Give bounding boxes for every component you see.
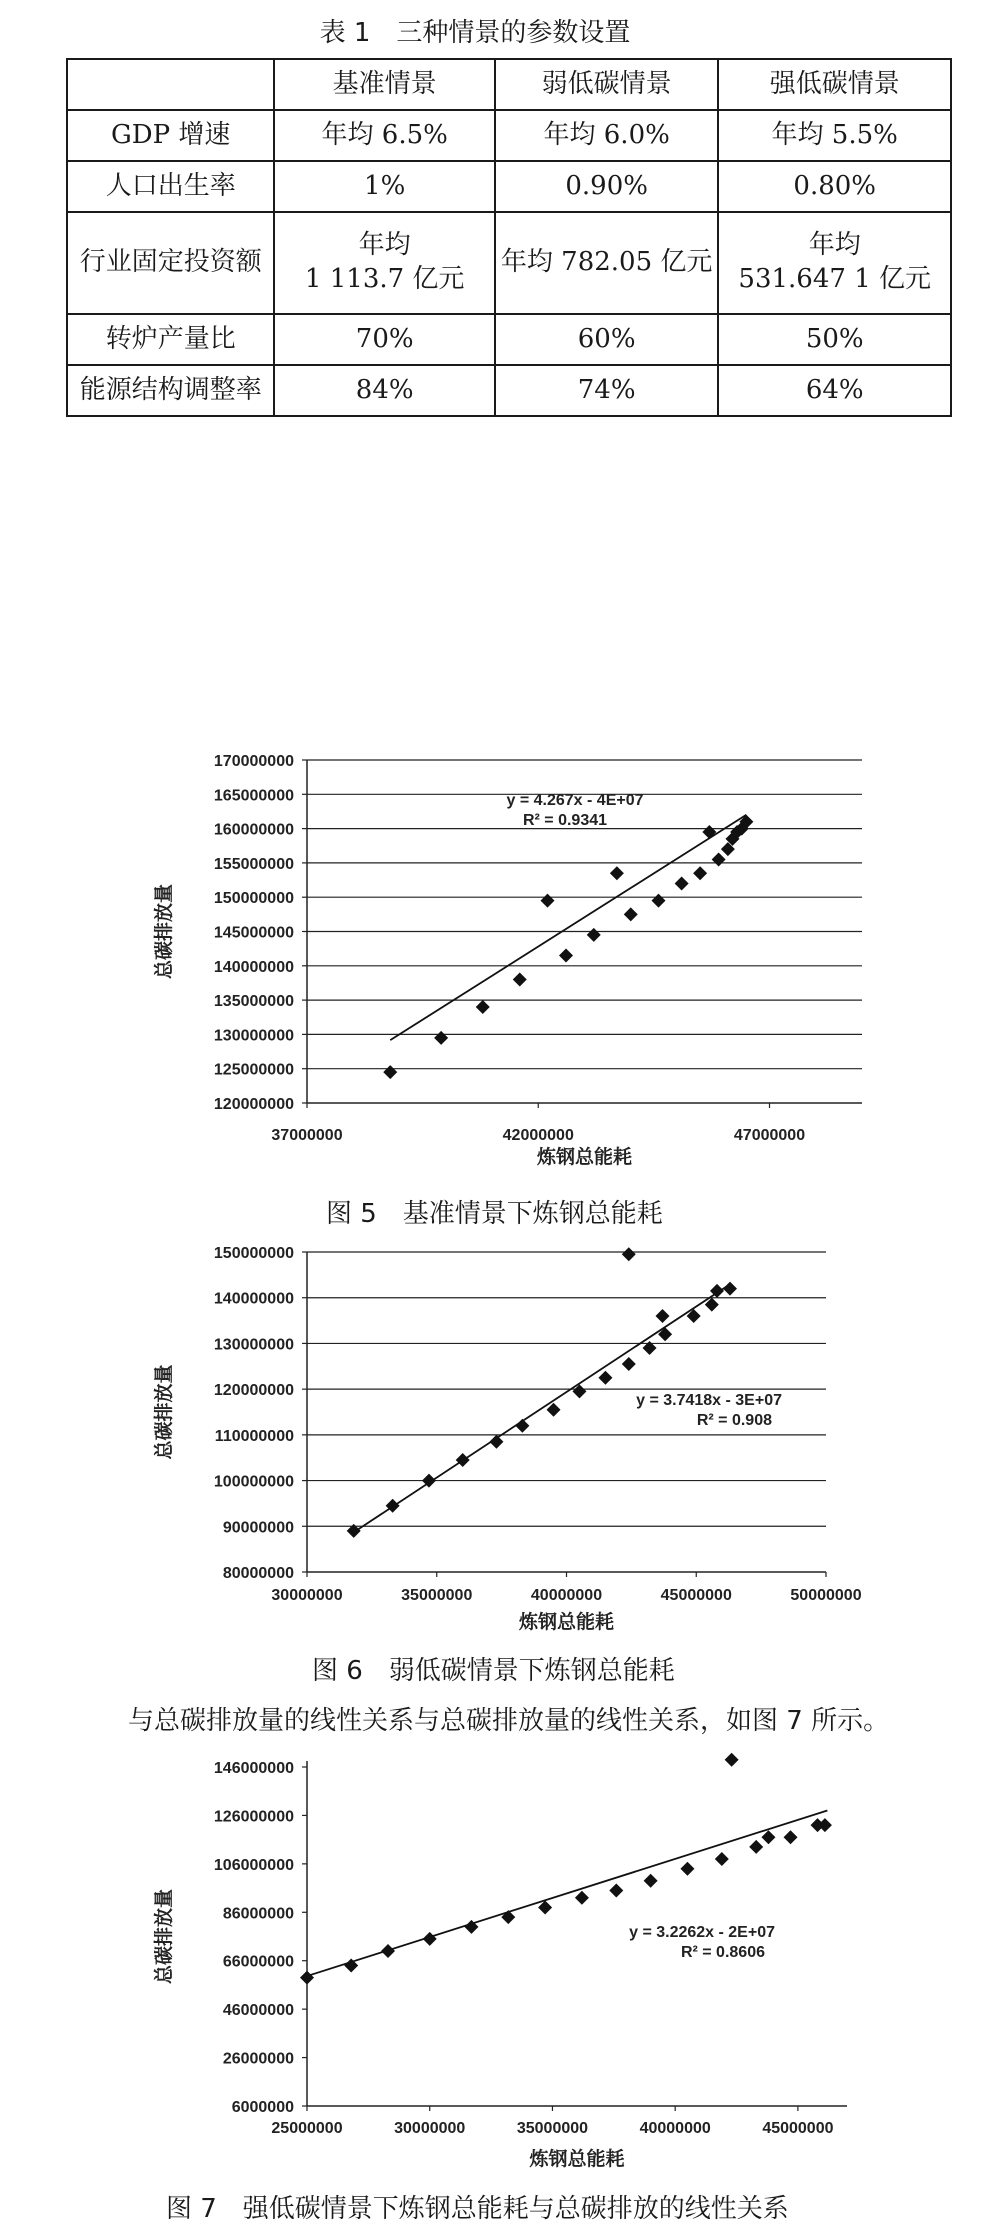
data-point	[610, 866, 624, 880]
y-axis-label: 总碳排放量	[154, 883, 175, 980]
x-tick-label: 30000000	[271, 1587, 343, 1604]
table-header-cell: 弱低碳情景	[495, 59, 719, 110]
r-squared-label: R² = 0.8606	[680, 1944, 765, 1961]
x-tick-label: 35000000	[401, 1587, 473, 1604]
data-point	[725, 1753, 739, 1767]
table-cell: 70%	[274, 314, 494, 365]
row-label: 行业固定投资额	[67, 212, 274, 314]
r-squared-label: R² = 0.908	[696, 1412, 772, 1429]
row-label: GDP 增速	[67, 110, 274, 161]
data-point	[622, 1357, 636, 1371]
data-point	[609, 1883, 623, 1897]
y-tick-label: 140000000	[213, 958, 294, 976]
y-tick-label: 155000000	[213, 855, 294, 873]
body-paragraph: 与总碳排放量的线性关系与总碳排放量的线性关系，如图 7 所示。	[128, 1706, 890, 1736]
trendline	[390, 815, 746, 1040]
figure6-caption: 图 6 弱低碳情景下炼钢总能耗	[312, 1656, 675, 1686]
table-cell: 74%	[495, 365, 719, 416]
table-cell: 年均 531.647 1 亿元	[718, 212, 951, 314]
y-tick-label: 126000000	[213, 1808, 294, 1826]
table-cell: 1%	[274, 161, 494, 212]
x-tick-label: 42000000	[502, 1127, 574, 1144]
data-point	[656, 1309, 670, 1323]
y-tick-label: 110000000	[214, 1427, 294, 1445]
figure5-caption: 图 5 基准情景下炼钢总能耗	[326, 1199, 663, 1229]
y-tick-label: 170000000	[213, 753, 294, 770]
table-cell: 年均 6.5%	[274, 110, 494, 161]
data-point	[702, 825, 716, 839]
data-point	[723, 1282, 737, 1296]
data-point	[818, 1818, 832, 1832]
data-point	[784, 1830, 798, 1844]
table-cell: 0.80%	[718, 161, 951, 212]
x-tick-label: 45000000	[660, 1587, 732, 1604]
y-tick-label: 145000000	[213, 924, 294, 942]
x-tick-label: 37000000	[271, 1127, 343, 1144]
data-point	[456, 1453, 470, 1467]
x-axis-label: 炼钢总能耗	[536, 1147, 633, 1168]
data-point	[693, 866, 707, 880]
r-squared-label: R² = 0.9341	[522, 812, 608, 829]
data-point	[652, 894, 666, 908]
data-point	[559, 949, 573, 963]
y-axis-label: 总碳排放量	[154, 1364, 175, 1460]
table-cell: 年均 782.05 亿元	[495, 212, 719, 314]
y-tick-label: 130000000	[213, 1336, 294, 1354]
x-tick-label: 50000000	[790, 1587, 862, 1604]
table-cell: 84%	[274, 365, 494, 416]
data-point	[715, 1852, 729, 1866]
data-point	[622, 1247, 636, 1261]
data-point	[434, 1031, 448, 1045]
data-point	[598, 1371, 612, 1385]
data-point	[675, 876, 689, 890]
data-point	[541, 894, 555, 908]
y-tick-label: 46000000	[222, 2002, 294, 2020]
row-label: 人口出生率	[67, 161, 274, 212]
data-point	[501, 1910, 515, 1924]
y-tick-label: 140000000	[213, 1290, 294, 1308]
y-tick-label: 160000000	[213, 821, 294, 839]
data-point	[383, 1065, 397, 1079]
y-tick-label: 90000000	[222, 1519, 294, 1537]
table-cell: 年均 1 113.7 亿元	[274, 212, 494, 314]
y-tick-label: 165000000	[213, 787, 294, 805]
table-cell: 0.90%	[495, 161, 719, 212]
x-axis-label: 炼钢总能耗	[529, 2149, 625, 2170]
trendline-equation: y = 4.267x - 4E+07	[506, 792, 644, 809]
row-label: 能源结构调整率	[67, 365, 274, 416]
data-point	[489, 1435, 503, 1449]
y-tick-label: 66000000	[222, 1953, 294, 1971]
table-cell: 64%	[718, 365, 951, 416]
y-tick-label: 120000000	[213, 1096, 294, 1113]
data-point	[575, 1891, 589, 1905]
x-tick-label: 35000000	[516, 2120, 589, 2137]
x-tick-label: 40000000	[530, 1587, 603, 1604]
data-point	[381, 1944, 395, 1958]
table-header-cell: 基准情景	[274, 59, 494, 110]
table-cell: 50%	[718, 314, 951, 365]
data-point	[712, 852, 726, 866]
table-header-cell: 强低碳情景	[718, 59, 951, 110]
trendline-equation: y = 3.2262x - 2E+07	[629, 1924, 775, 1941]
y-tick-label: 106000000	[213, 1856, 294, 1874]
table-cell: 年均 5.5%	[718, 110, 951, 161]
data-point	[624, 907, 638, 921]
y-tick-label: 120000000	[213, 1382, 294, 1400]
x-tick-label: 25000000	[271, 2120, 343, 2137]
y-tick-label: 130000000	[213, 1027, 294, 1045]
y-tick-label: 86000000	[222, 1905, 294, 1923]
y-tick-label: 6000000	[231, 2099, 294, 2116]
x-tick-label: 45000000	[762, 2120, 834, 2137]
data-point	[587, 928, 601, 942]
data-point	[680, 1862, 694, 1876]
row-label: 转炉产量比	[67, 314, 274, 365]
y-tick-label: 26000000	[222, 2050, 294, 2068]
table-cell: 60%	[495, 314, 719, 365]
y-tick-label: 100000000	[213, 1473, 294, 1491]
y-tick-label: 135000000	[213, 993, 294, 1011]
data-point	[515, 1419, 529, 1433]
y-axis-label: 总碳排放量	[154, 1888, 175, 1985]
y-tick-label: 150000000	[213, 890, 294, 908]
y-tick-label: 80000000	[222, 1565, 294, 1582]
x-tick-label: 47000000	[733, 1127, 806, 1144]
y-tick-label: 125000000	[213, 1061, 294, 1079]
data-point	[761, 1830, 775, 1844]
x-tick-label: 30000000	[394, 2120, 466, 2137]
data-point	[513, 973, 527, 987]
x-axis-label: 炼钢总能耗	[518, 1612, 615, 1633]
x-tick-label: 40000000	[639, 2120, 711, 2137]
table-caption: 表 1 三种情景的参数设置	[319, 18, 631, 48]
data-point	[644, 1874, 658, 1888]
data-point	[749, 1840, 763, 1854]
figure7-caption: 图 7 强低碳情景下炼钢总能耗与总碳排放的线性关系	[166, 2194, 789, 2224]
trendline-equation: y = 3.7418x - 3E+07	[636, 1392, 782, 1409]
table-cell: 年均 6.0%	[495, 110, 719, 161]
y-tick-label: 146000000	[213, 1760, 294, 1777]
y-tick-label: 150000000	[213, 1245, 294, 1262]
data-point	[300, 1971, 314, 1985]
data-point	[423, 1932, 437, 1946]
data-point	[476, 1000, 490, 1014]
